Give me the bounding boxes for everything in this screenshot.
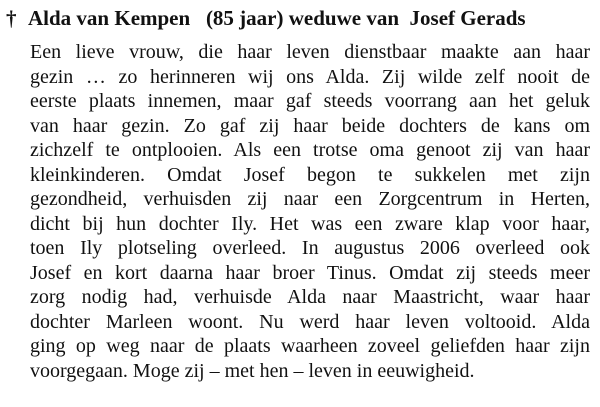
body-line: gezondheid, verhuisden zij naar een Zorgcentrum in Herten, xyxy=(30,188,590,210)
body-line: ging op weg naar de plaats waarheen zoveel geliefden haar zijn xyxy=(30,335,590,357)
body-line: zichzelf te ontplooien. Als een trotse oma genoot zij van haar xyxy=(30,139,590,161)
deceased-age: (85 jaar) xyxy=(205,6,284,30)
body-line: zorg nodig had, verhuisde Alda naar Maastricht, waar haar xyxy=(30,286,590,308)
body-line: voorgegaan. Moge zij – met hen – leven in eeuwigheid. xyxy=(30,359,475,382)
body-line: gezin … zo herinneren wij ons Alda. Zij wilde zelf nooit de xyxy=(30,65,590,88)
body-line: eerste plaats innemen, maar gaf steeds voorrang aan het geluk xyxy=(30,90,590,112)
body-line: Een lieve vrouw, die haar leven dienstbaar maakte aan haar xyxy=(30,41,590,63)
obituary-heading xyxy=(6,4,526,32)
body-line: dicht bij hun dochter Ily. Het was een zware klap voor haar, xyxy=(30,212,590,235)
body-line: Josef en kort daarna haar broer Tinus. Omdat zij steeds meer xyxy=(30,261,590,284)
body-line: kleinkinderen. Omdat Josef begon te sukkelen met zijn xyxy=(30,163,590,186)
widow-of-label: weduwe van xyxy=(288,6,400,30)
deceased-name: Alda van Kempen xyxy=(28,6,191,30)
body-line: toen Ily plotseling overleed. In augustus 2006 overleed ook xyxy=(30,237,590,259)
obituary-body xyxy=(30,40,590,383)
body-line: van haar gezin. Zo gaf zij haar beide dochters de kans om xyxy=(30,114,590,137)
cross-icon: † xyxy=(6,6,17,30)
spouse-name: Josef Gerads xyxy=(409,6,526,30)
body-line: dochter Marleen woont. Nu werd haar leven voltooid. Alda xyxy=(30,310,590,333)
